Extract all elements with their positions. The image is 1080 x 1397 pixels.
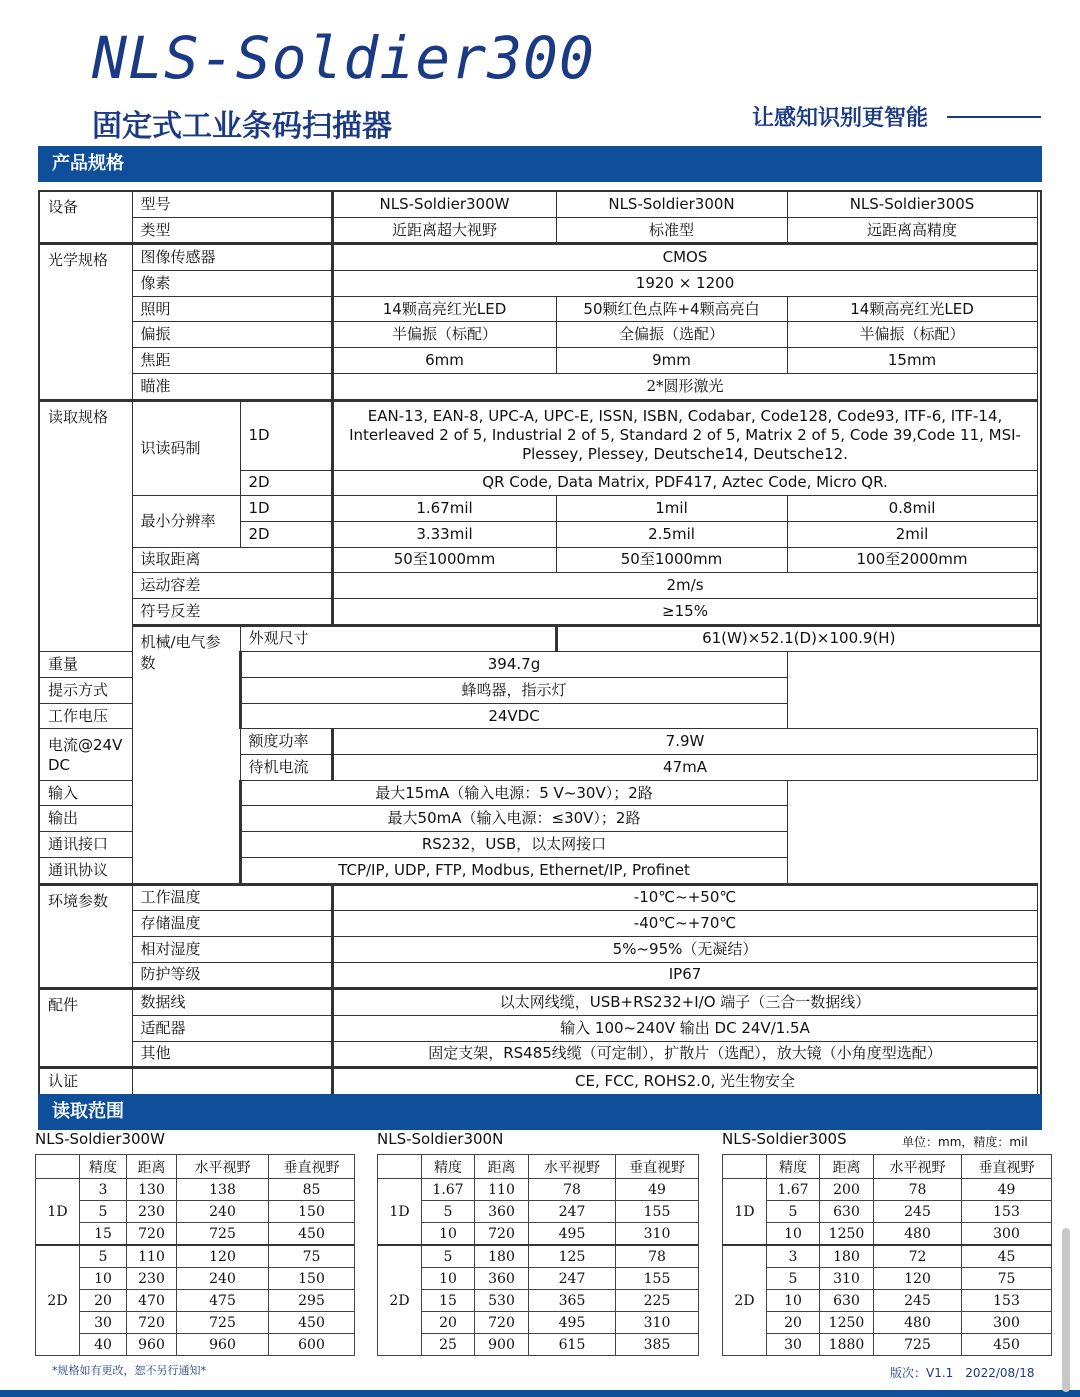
spec-row-optemp: 环境参数 工作温度 -10℃~+50℃	[39, 884, 1041, 911]
range-row	[36, 1245, 355, 1268]
spec-row-focal: 焦距 6mm 9mm 15mm	[39, 348, 1041, 374]
range-row	[378, 1334, 699, 1356]
range-group-label: 1D	[723, 1179, 767, 1246]
spec-row-dims: 机械/电气参数 外观尺寸 61(W)×52.1(D)×100.9(H)	[39, 625, 1041, 652]
range-cell: 1.67	[767, 1179, 820, 1201]
spec-row-notify: 提示方式 蜂鸣器，指示灯	[39, 678, 1041, 704]
slogan: 让感知识别更智能	[752, 106, 929, 131]
range-cell: 78	[616, 1245, 699, 1268]
range-cell: 125	[529, 1245, 616, 1268]
range-cell: 120	[177, 1245, 269, 1268]
range-cell: 725	[177, 1312, 269, 1334]
spec-row-adapter: 适配器 输入 100~240V 输出 DC 24V/1.5A	[39, 1015, 1041, 1041]
range-row	[723, 1223, 1052, 1246]
range-cell: 30	[767, 1334, 820, 1356]
range-cell: 5	[80, 1201, 127, 1223]
range-cell: 300	[962, 1312, 1052, 1334]
range-col-header: 距离	[820, 1155, 874, 1179]
range-cell: 900	[475, 1334, 529, 1356]
spec-row-humid: 相对湿度 5%~95%（无凝结）	[39, 936, 1041, 962]
range-cell: 245	[874, 1201, 962, 1223]
range-row	[378, 1201, 699, 1223]
range-col-header: 垂直视野	[616, 1155, 699, 1179]
range-row	[36, 1290, 355, 1312]
spec-section-header: 产品规格	[38, 146, 1042, 182]
range-cell: 1880	[820, 1334, 874, 1356]
range-cell: 360	[475, 1268, 529, 1290]
range-cell: 450	[269, 1312, 355, 1334]
range-cell: 5	[767, 1201, 820, 1223]
range-col-header: 距离	[475, 1155, 529, 1179]
range-col-header: 水平视野	[177, 1155, 269, 1179]
spec-row-res-1d: 最小分辨率 1D 1.67mil 1mil 0.8mil	[39, 496, 1041, 522]
range-header-row	[378, 1155, 699, 1179]
range-cell: 240	[177, 1268, 269, 1290]
spec-row-contrast: 符号反差 ≥15%	[39, 598, 1041, 625]
range-cell: 75	[962, 1268, 1052, 1290]
range-cell: 153	[962, 1290, 1052, 1312]
range-cell: 480	[874, 1312, 962, 1334]
spec-row-other: 其他 固定支架，RS485线缆（可定制），扩散片（选配），放大镜（小角度型选配）	[39, 1041, 1041, 1068]
range-cell: 720	[475, 1312, 529, 1334]
product-subtitle: 固定式工业条码扫描器	[92, 109, 392, 144]
range-cell: 960	[177, 1334, 269, 1356]
range-cell: 600	[269, 1334, 355, 1356]
spec-row-polar: 偏振 半偏振（标配） 全偏振（选配） 半偏振（标配）	[39, 322, 1041, 348]
range-row	[36, 1268, 355, 1290]
spec-row-type: 类型 近距离超大视野 标准型 远距离高精度	[39, 217, 1041, 244]
range-group-label: 2D	[723, 1245, 767, 1356]
range-cell: 630	[820, 1201, 874, 1223]
spec-table	[38, 190, 1042, 1096]
range-unit-note: 单位：mm，精度：mil	[902, 1135, 1028, 1149]
spec-row-dist: 读取距离 50至1000mm 50至1000mm 100至2000mm	[39, 547, 1041, 573]
footer-bar	[0, 1390, 1080, 1397]
spec-row-sttemp: 存储温度 -40℃~+70℃	[39, 911, 1041, 937]
range-cell: 49	[616, 1179, 699, 1201]
spec-row-cert: 认证 CE, FCC, ROHS2.0, 光生物安全	[39, 1068, 1041, 1095]
range-row	[36, 1179, 355, 1201]
range-cell: 360	[475, 1201, 529, 1223]
range-cell: 150	[269, 1268, 355, 1290]
spec-row-light: 照明 14颗高亮红光LED 50颗红色点阵+4颗高亮白 14颗高亮红光LED	[39, 296, 1041, 322]
range-cell: 1.67	[422, 1179, 475, 1201]
range-cell: 20	[80, 1290, 127, 1312]
range-cell: 530	[475, 1290, 529, 1312]
range-col-header: 精度	[422, 1155, 475, 1179]
range-col-header: 精度	[80, 1155, 127, 1179]
range-col-header: 垂直视野	[269, 1155, 355, 1179]
spec-row-sensor: 光学规格 图像传感器 CMOS	[39, 244, 1041, 271]
spec-row-pixels: 像素 1920 × 1200	[39, 271, 1041, 297]
range-cell: 45	[962, 1245, 1052, 1268]
range-row	[723, 1179, 1052, 1201]
range-row	[723, 1312, 1052, 1334]
range-cell: 365	[529, 1290, 616, 1312]
range-cell: 5	[80, 1245, 127, 1268]
range-cell: 960	[127, 1334, 177, 1356]
product-title: NLS-Soldier300	[92, 24, 595, 92]
spec-row-ip: 防护等级 IP67	[39, 962, 1041, 989]
range-row	[723, 1268, 1052, 1290]
range-cell: 30	[80, 1312, 127, 1334]
range-cell: 10	[422, 1268, 475, 1290]
spec-row-current-standby: 待机电流 47mA	[39, 755, 1041, 781]
range-cell: 25	[422, 1334, 475, 1356]
range-cell: 300	[962, 1223, 1052, 1246]
range-cell: 10	[767, 1223, 820, 1246]
range-cell: 630	[820, 1290, 874, 1312]
range-cell: 470	[127, 1290, 177, 1312]
range-row	[36, 1334, 355, 1356]
range-cell: 155	[616, 1201, 699, 1223]
range-row	[723, 1334, 1052, 1356]
spec-row-motion: 运动容差 2m/s	[39, 573, 1041, 599]
range-cell: 15	[80, 1223, 127, 1246]
range-cell: 310	[616, 1223, 699, 1246]
range-row	[36, 1223, 355, 1246]
range-section-header: 读取范围	[38, 1094, 1042, 1130]
range-col-header: 精度	[767, 1155, 820, 1179]
range-cell: 450	[962, 1334, 1052, 1356]
range-cell: 72	[874, 1245, 962, 1268]
range-cell: 150	[269, 1201, 355, 1223]
spec-row-res-2d: 2D 3.33mil 2.5mil 2mil	[39, 521, 1041, 547]
range-cell: 495	[529, 1223, 616, 1246]
range-row	[378, 1223, 699, 1246]
range-table-n	[377, 1154, 699, 1356]
spec-row-voltage: 工作电压 24VDC	[39, 703, 1041, 729]
range-cell: 720	[475, 1223, 529, 1246]
range-group-label: 1D	[36, 1179, 80, 1246]
range-cell: 5	[422, 1245, 475, 1268]
range-cell: 295	[269, 1290, 355, 1312]
range-cell: 15	[422, 1290, 475, 1312]
range-cell: 10	[767, 1290, 820, 1312]
range-header-row	[723, 1155, 1052, 1179]
range-cell: 1250	[820, 1312, 874, 1334]
range-group-label: 1D	[378, 1179, 422, 1246]
range-cell: 200	[820, 1179, 874, 1201]
range-table-label-w: NLS-Soldier300W	[35, 1130, 165, 1148]
spec-row-output: 输出 最大50mA（输入电源：≤30V）；2路	[39, 806, 1041, 832]
range-col-header: 垂直视野	[962, 1155, 1052, 1179]
range-cell: 138	[177, 1179, 269, 1201]
range-cell: 120	[874, 1268, 962, 1290]
range-cell: 1250	[820, 1223, 874, 1246]
range-cell: 5	[422, 1201, 475, 1223]
range-cell: 78	[529, 1179, 616, 1201]
range-table-s	[722, 1154, 1052, 1356]
range-cell: 3	[80, 1179, 127, 1201]
spec-row-iface: 通讯接口 RS232，USB，以太网接口	[39, 832, 1041, 858]
range-row	[378, 1245, 699, 1268]
range-cell: 310	[616, 1312, 699, 1334]
range-cell: 10	[422, 1223, 475, 1246]
slogan-divider	[947, 116, 1041, 118]
range-cell: 40	[80, 1334, 127, 1356]
range-cell: 5	[767, 1268, 820, 1290]
range-cell: 3	[767, 1245, 820, 1268]
spec-row-weight: 重量 394.7g	[39, 652, 1041, 678]
spec-row-symb-1d: 读取规格 识读码制 1D EAN-13, EAN-8, UPC-A, UPC-E, ISSN, ISBN, Codabar, Code128, Code93, ITF-6, ITF-14, Interleaved 2 of 5, Industrial 2 of 5, Standard 2 of 5, Matrix 2 of 5, Code 39,Code 11, MSI-Plessey, Plessey, Deutsche14, Deutsche12.	[39, 400, 1041, 470]
range-group-label: 2D	[36, 1245, 80, 1356]
range-cell: 180	[475, 1245, 529, 1268]
range-cell: 110	[127, 1245, 177, 1268]
spec-row-current-rated: 电流@24V DC 额度功率 7.9W	[39, 729, 1041, 755]
range-cell: 230	[127, 1268, 177, 1290]
range-cell: 155	[616, 1268, 699, 1290]
range-row	[378, 1290, 699, 1312]
range-cell: 450	[269, 1223, 355, 1246]
range-table-w	[35, 1154, 355, 1356]
range-cell: 720	[127, 1312, 177, 1334]
spec-row-proto: 通讯协议 TCP/IP, UDP, FTP, Modbus, Ethernet/IP, Profinet	[39, 857, 1041, 884]
range-col-header: 水平视野	[874, 1155, 962, 1179]
range-cell: 110	[475, 1179, 529, 1201]
range-cell: 385	[616, 1334, 699, 1356]
range-row	[378, 1179, 699, 1201]
range-cell: 49	[962, 1179, 1052, 1201]
range-cell: 480	[874, 1223, 962, 1246]
range-table-label-n: NLS-Soldier300N	[377, 1130, 504, 1148]
range-group-label: 2D	[378, 1245, 422, 1356]
range-cell: 153	[962, 1201, 1052, 1223]
range-cell: 725	[177, 1223, 269, 1246]
range-row	[378, 1312, 699, 1334]
range-cell: 245	[874, 1290, 962, 1312]
range-row	[36, 1201, 355, 1223]
range-col-header: 水平视野	[529, 1155, 616, 1179]
scrollbar[interactable]	[1062, 1228, 1070, 1392]
range-row	[723, 1290, 1052, 1312]
range-cell: 720	[127, 1223, 177, 1246]
spec-row-cable: 配件 数据线 以太网线缆，USB+RS232+I/O 端子（三合一数据线）	[39, 989, 1041, 1016]
range-col-header: 距离	[127, 1155, 177, 1179]
range-cell: 615	[529, 1334, 616, 1356]
range-cell: 310	[820, 1268, 874, 1290]
range-header-row	[36, 1155, 355, 1179]
range-cell: 180	[820, 1245, 874, 1268]
range-row	[723, 1245, 1052, 1268]
range-cell: 725	[874, 1334, 962, 1356]
range-cell: 247	[529, 1201, 616, 1223]
range-cell: 247	[529, 1268, 616, 1290]
range-row	[723, 1201, 1052, 1223]
spec-row-model: 设备 型号 NLS-Soldier300W NLS-Soldier300N NLS-Soldier300S	[39, 191, 1041, 217]
range-cell: 20	[422, 1312, 475, 1334]
range-cell: 130	[127, 1179, 177, 1201]
range-cell: 20	[767, 1312, 820, 1334]
spec-row-aim: 瞄准 2*圆形激光	[39, 373, 1041, 400]
range-cell: 75	[269, 1245, 355, 1268]
range-cell: 225	[616, 1290, 699, 1312]
range-cell: 85	[269, 1179, 355, 1201]
range-cell: 230	[127, 1201, 177, 1223]
spec-row-symb-2d: 2D QR Code, Data Matrix, PDF417, Aztec Code, Micro QR.	[39, 470, 1041, 496]
range-row	[36, 1312, 355, 1334]
range-cell: 475	[177, 1290, 269, 1312]
spec-row-input: 输入 最大15mA（输入电源：5 V~30V）；2路	[39, 780, 1041, 806]
range-cell: 10	[80, 1268, 127, 1290]
version-info: 版次：V1.1 2022/08/18	[890, 1366, 1035, 1380]
range-table-label-s: NLS-Soldier300S	[722, 1130, 847, 1148]
range-cell: 495	[529, 1312, 616, 1334]
range-row	[378, 1268, 699, 1290]
range-cell: 78	[874, 1179, 962, 1201]
footnote: *规格如有更改，恕不另行通知*	[52, 1364, 206, 1377]
range-cell: 240	[177, 1201, 269, 1223]
